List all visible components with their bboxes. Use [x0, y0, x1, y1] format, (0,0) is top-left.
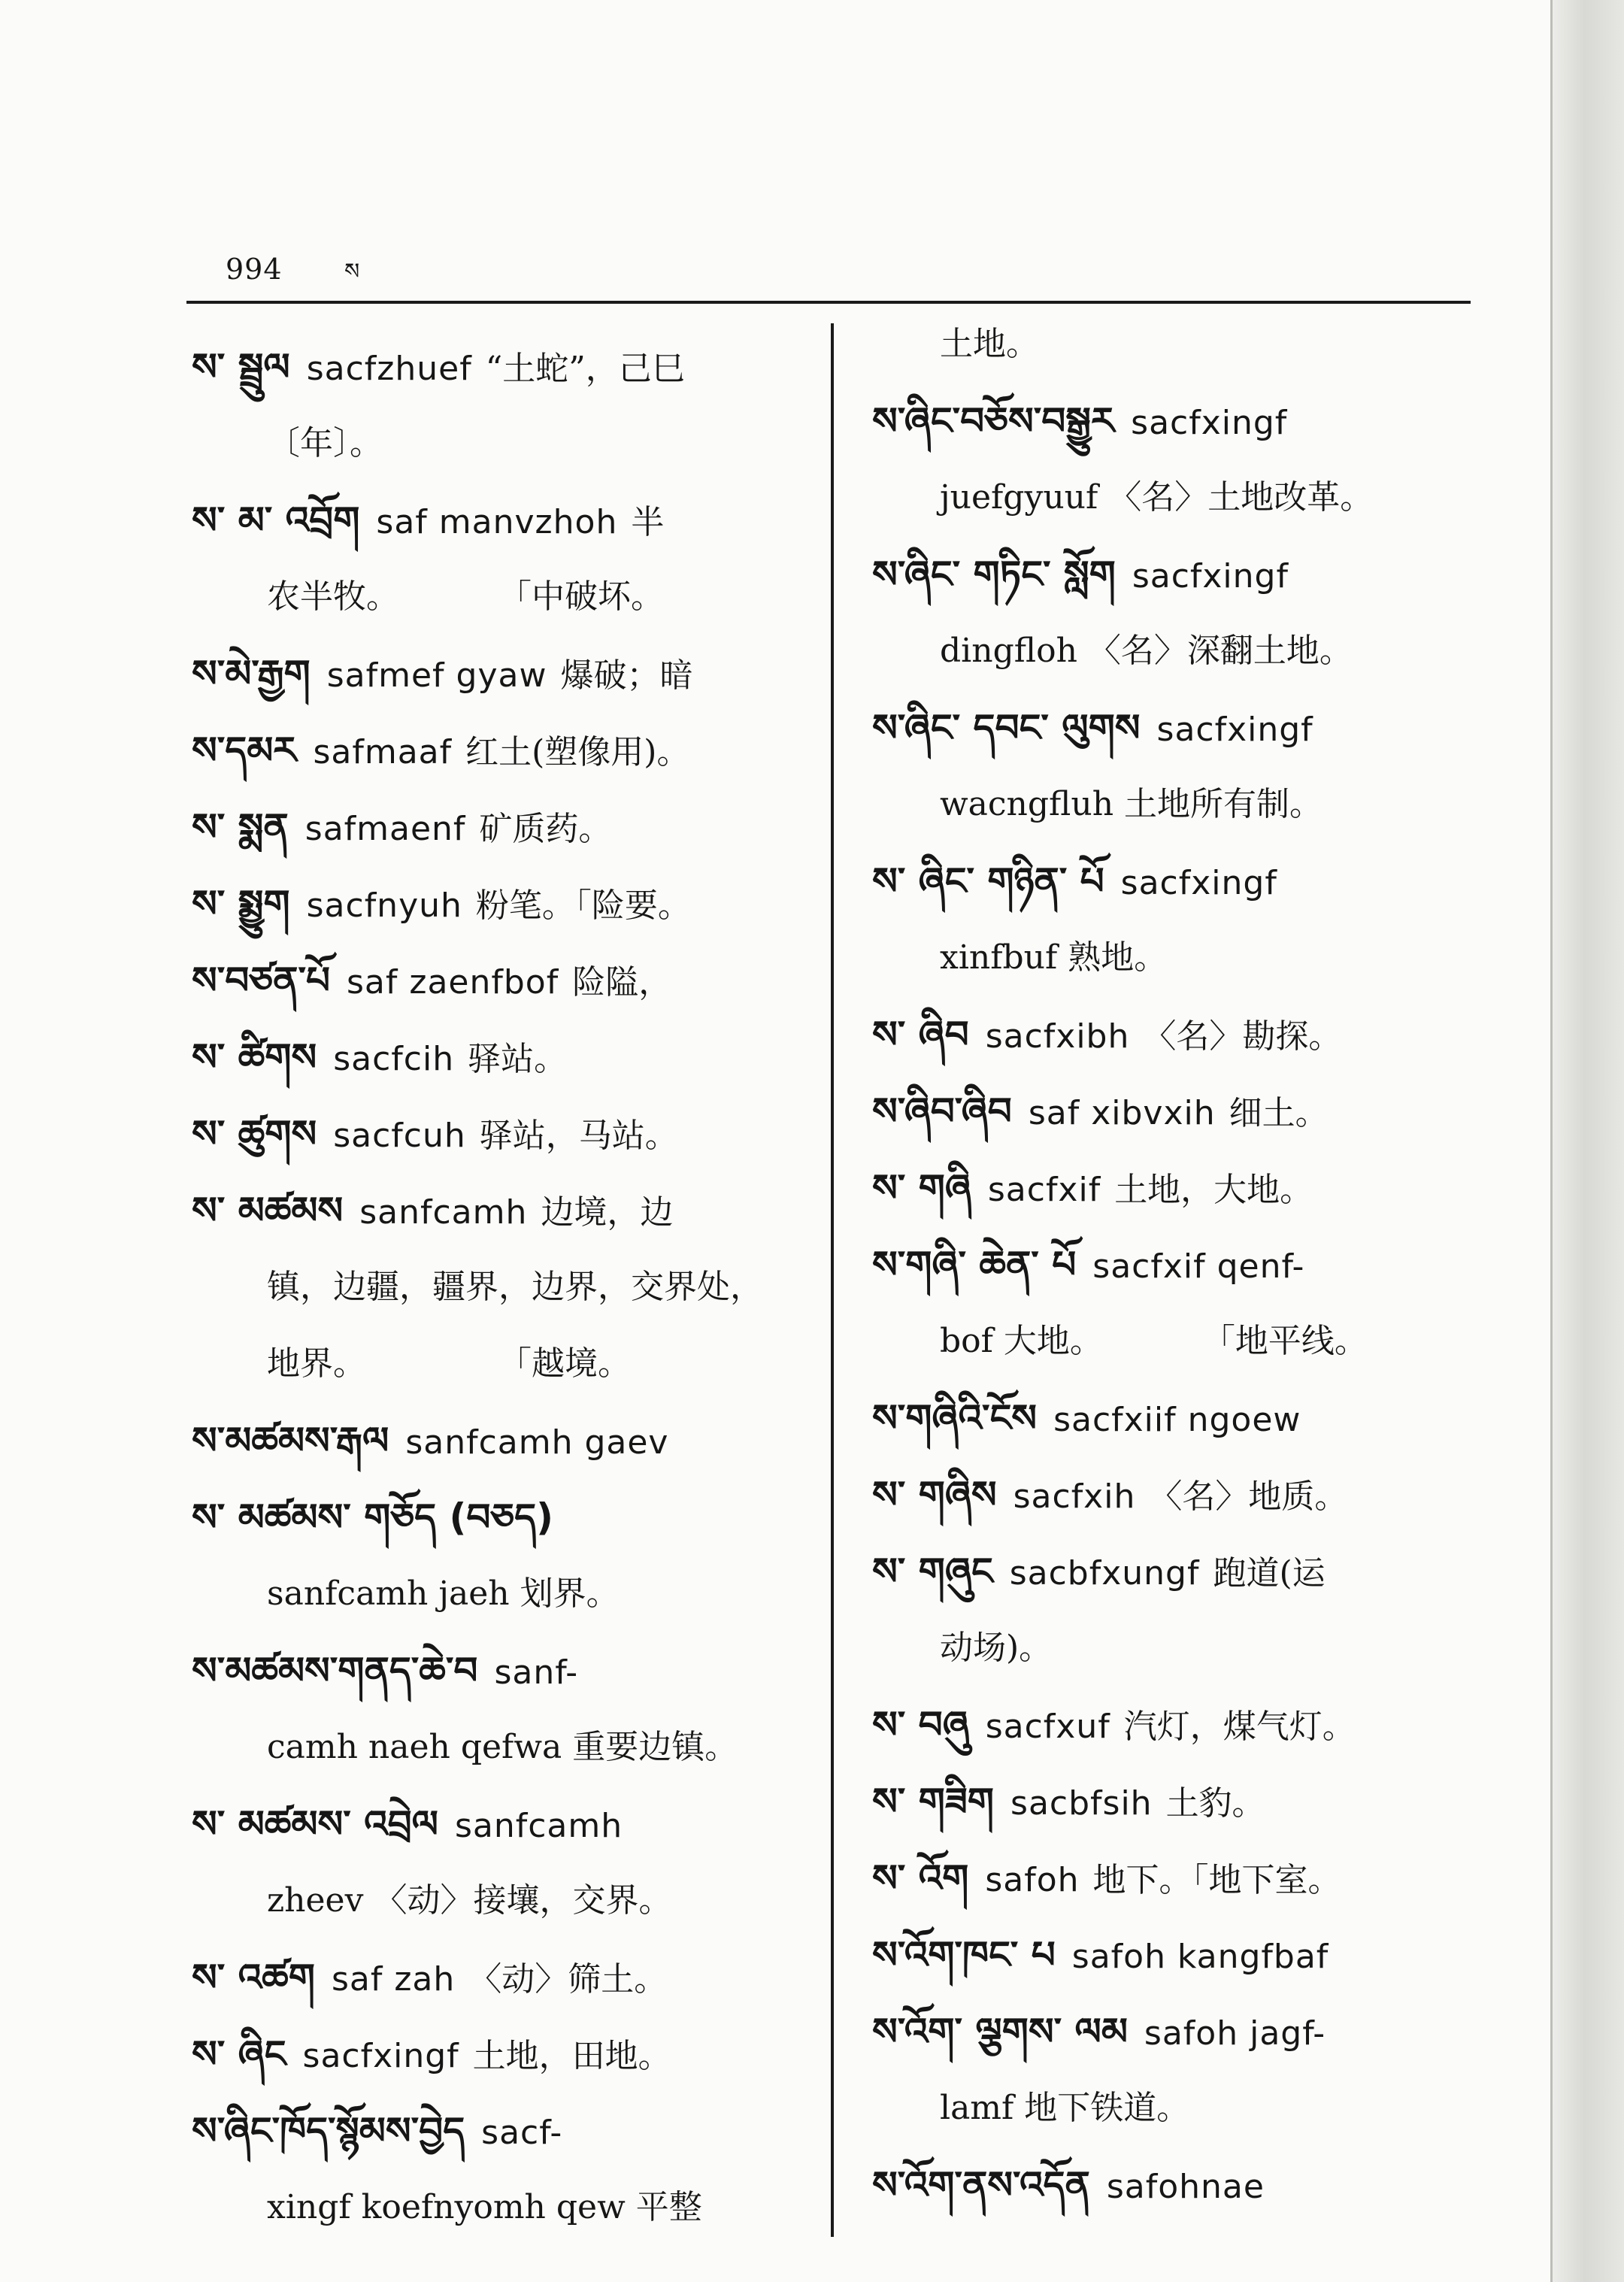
continuation-text: 土地。 — [940, 325, 1039, 363]
continuation-text: 〔年〕。 — [267, 424, 383, 462]
dictionary-entry — [872, 1089, 1329, 1136]
entry-continuation — [940, 2086, 1189, 2131]
scan-edge — [1550, 0, 1624, 2282]
romanization: sacfxif qenf- — [1092, 1247, 1305, 1286]
tibetan-headword: ས་ མཚམས — [192, 1189, 344, 1232]
chinese-gloss: 跑道(运 — [1213, 1554, 1326, 1593]
romanization: sacfzhuef — [306, 350, 472, 388]
dictionary-entry — [872, 1396, 1314, 1443]
romanization: sacbfsih — [1010, 1784, 1153, 1823]
dictionary-entry — [192, 1418, 682, 1465]
chinese-gloss: 驿站。 — [468, 1040, 568, 1078]
dictionary-entry — [192, 498, 664, 545]
continuation-text: wacngfluh 土地所有制。 — [940, 785, 1323, 823]
tibetan-headword: ས་ཞིང་ཁོད་སྙོམས་བྱེད — [192, 2109, 465, 2153]
dictionary-entry — [872, 1165, 1313, 1213]
entry-continuation — [267, 1341, 631, 1386]
romanization: sanf- — [494, 1653, 579, 1692]
tibetan-headword: ས་འོག་ནས་འདོན — [872, 2163, 1090, 2207]
romanization: sacfxiif ngoew — [1053, 1401, 1301, 1439]
page-number: 994 — [226, 253, 283, 286]
dictionary-entry — [192, 344, 685, 392]
tibetan-headword: ས་ འཚག — [192, 1956, 315, 1999]
chinese-gloss: 矿质药。 — [479, 810, 612, 848]
chinese-gloss: 爆破；暗 — [560, 656, 693, 695]
entry-continuation — [940, 1626, 1052, 1671]
continuation-text: camh naeh qefwa 重要边镇。 — [267, 1728, 738, 1766]
dictionary-entry — [872, 1932, 1342, 1980]
chinese-gloss: 〈名〉地质。 — [1149, 1477, 1348, 1516]
chinese-gloss: 粉笔。「险要。 — [475, 886, 691, 925]
entry-continuation — [267, 1571, 620, 1617]
entry-continuation — [940, 322, 1039, 367]
romanization: sacfxibh — [985, 1017, 1130, 1056]
continuation-text: 农半牧。 「中破坏。 — [267, 577, 664, 616]
continuation-text: bof 大地。 「地平线。 — [940, 1322, 1368, 1360]
continuation-text: xingf koefnyomh qew 平整 — [267, 2188, 702, 2226]
tibetan-headword: ས་ སྦྲུལ — [192, 345, 290, 389]
chinese-gloss: 〈动〉筛土。 — [468, 1960, 668, 1999]
dictionary-entry — [872, 1242, 1318, 1289]
romanization: sacfxingf — [1131, 404, 1288, 442]
entry-continuation — [940, 475, 1373, 520]
romanization: safoh jagf- — [1144, 2014, 1326, 2053]
chinese-gloss: 驿站，马站。 — [479, 1117, 678, 1155]
dictionary-entry — [872, 859, 1291, 906]
tibetan-headword: ས་ཞིང་ གཏིང་ སློག — [872, 553, 1116, 596]
continuation-text: dingfloh 〈名〉深翻土地。 — [940, 632, 1353, 670]
chinese-gloss: 半 — [631, 503, 665, 541]
chinese-gloss: 红土(塑像用)。 — [465, 733, 690, 771]
continuation-text: juefgyuuf 〈名〉土地改革。 — [940, 478, 1374, 517]
romanization: saf zaenfbof — [347, 963, 559, 1002]
romanization: safmaaf — [313, 733, 453, 771]
tibetan-headword: ས་བཙན་པོ — [192, 959, 330, 1002]
dictionary-entry — [872, 705, 1327, 753]
tibetan-headword: ས་ སྨྱུག — [192, 882, 290, 926]
dictionary-entry — [872, 399, 1301, 446]
continuation-text: xinfbuf 熟地。 — [940, 938, 1168, 977]
dictionary-entry — [192, 2032, 671, 2079]
dictionary-entry — [192, 728, 689, 775]
dictionary-entry — [872, 1702, 1356, 1750]
dictionary-entry — [192, 651, 692, 699]
tibetan-headword: ས་འོག་ཁང་ པ — [872, 1933, 1056, 1977]
tibetan-headword: ས་ བཞུ — [872, 1703, 969, 1747]
dictionary-entry — [192, 958, 671, 1005]
entry-continuation — [267, 1725, 738, 1770]
entry-continuation — [940, 935, 1167, 980]
tibetan-headword: ས་འོག་ ལྕགས་ ལམ — [872, 2010, 1128, 2053]
entry-continuation — [267, 2185, 702, 2230]
entry-continuation — [940, 629, 1353, 674]
chinese-gloss: 地下。「地下室。 — [1092, 1861, 1341, 1899]
dictionary-entry — [872, 1472, 1347, 1520]
romanization: safoh — [985, 1861, 1080, 1899]
chinese-gloss: 〈名〉勘探。 — [1143, 1017, 1342, 1056]
chinese-gloss: 土豹。 — [1165, 1784, 1265, 1823]
running-head-letter: ས — [344, 259, 360, 285]
tibetan-headword: ས་དམར — [192, 729, 297, 772]
tibetan-headword: ས་ མཚམས་ འབྲེལ — [192, 1802, 438, 1846]
dictionary-entry — [872, 1779, 1265, 1826]
chinese-gloss: 土地，田地。 — [472, 2037, 671, 2075]
tibetan-headword: ས་ འོག — [872, 1856, 969, 1900]
romanization: saf xibvxih — [1028, 1094, 1216, 1132]
romanization: sacfxingf — [302, 2037, 459, 2075]
romanization: sacbfxungf — [1009, 1554, 1200, 1593]
romanization: sanfcamh gaev — [405, 1423, 669, 1462]
continuation-text: sanfcamh jaeh 划界。 — [267, 1574, 620, 1613]
tibetan-headword: ས་ མཚམས་ གཅོད (བཅད) — [192, 1496, 553, 1539]
romanization: safmaenf — [304, 810, 466, 848]
dictionary-entry — [192, 1802, 636, 1849]
dictionary-entry — [192, 1495, 570, 1542]
tibetan-headword: ས་ གཟིག — [872, 1780, 995, 1823]
tibetan-headword: ས་ ཞིང་ གཉིན་ པོ — [872, 859, 1104, 903]
column-divider — [831, 323, 834, 2237]
continuation-text: 地界。 「越境。 — [267, 1344, 631, 1383]
dictionary-entry — [192, 1188, 673, 1235]
dictionary-entry — [872, 2162, 1278, 2210]
chinese-gloss: 汽灯，煤气灯。 — [1123, 1708, 1356, 1746]
tibetan-headword: ས་ཞིབ་ཞིབ — [872, 1089, 1012, 1133]
dictionary-entry — [192, 2108, 576, 2156]
tibetan-headword: ས་ཞིང་བཅོས་བསྒྱུར — [872, 399, 1115, 443]
dictionary-entry — [192, 881, 691, 929]
continuation-text: 镇，边疆，疆界，边界，交界处， — [267, 1268, 763, 1306]
chinese-gloss: 边境，边 — [541, 1193, 674, 1232]
tibetan-headword: ས་མཚམས་གནད་ཆེ་བ — [192, 1649, 478, 1693]
romanization: sacfxingf — [1156, 711, 1313, 749]
romanization: saf zah — [331, 1960, 456, 1999]
tibetan-headword: ས་ སྨན — [192, 805, 289, 849]
entry-continuation — [267, 574, 664, 620]
dictionary-entry — [872, 1012, 1341, 1059]
entry-continuation — [267, 1878, 671, 1923]
dictionary-entry — [872, 1856, 1341, 1903]
romanization: sacfxih — [1013, 1477, 1136, 1516]
dictionary-entry — [872, 2009, 1339, 2056]
continuation-text: zheev 〈动〉接壤，交界。 — [267, 1881, 672, 1920]
continuation-text: lamf 地下铁道。 — [940, 2089, 1190, 2127]
chinese-gloss: 险隘， — [572, 963, 672, 1002]
romanization: sacfcuh — [333, 1117, 466, 1155]
romanization: saf manvzhoh — [376, 503, 618, 541]
tibetan-headword: ས་ གཞི — [872, 1166, 971, 1210]
chinese-gloss: “土蛇”，己巳 — [485, 350, 685, 388]
tibetan-headword: ས་ ཞིབ — [872, 1013, 969, 1056]
tibetan-headword: ས་མེ་རྒྱག — [192, 652, 311, 696]
romanization: sacfxif — [987, 1171, 1101, 1209]
romanization: sacfcih — [333, 1040, 455, 1078]
chinese-gloss: 细土。 — [1229, 1094, 1329, 1132]
tibetan-headword: ས་གཞི་ ཆེན་ པོ — [872, 1243, 1077, 1286]
romanization: sacfxuf — [985, 1708, 1110, 1746]
tibetan-headword: ས་ ཚུགས — [192, 1112, 317, 1156]
entry-continuation — [267, 421, 383, 466]
tibetan-headword: ས་མཚམས་རྒལ — [192, 1419, 389, 1462]
tibetan-headword: ས་ཞིང་ དབང་ ལུགས — [872, 706, 1141, 750]
header-rule — [186, 301, 1471, 304]
entry-continuation — [940, 782, 1323, 827]
tibetan-headword: ས་ གཞིས — [872, 1473, 997, 1517]
dictionary-entry — [192, 1035, 567, 1082]
chinese-gloss: 土地，大地。 — [1114, 1171, 1313, 1209]
dictionary-entry — [192, 805, 611, 852]
romanization: sacf- — [481, 2114, 563, 2152]
tibetan-headword: ས་གཞིའི་ངོས — [872, 1396, 1038, 1440]
romanization: sanfcamh — [359, 1193, 528, 1232]
entry-continuation — [267, 1265, 763, 1310]
dictionary-entry — [192, 1111, 678, 1159]
dictionary-entry — [872, 1549, 1326, 1596]
dictionary-entry — [192, 1648, 592, 1696]
dictionary-entry — [872, 552, 1302, 599]
tibetan-headword: ས་ གཞུང — [872, 1550, 993, 1593]
romanization: sanfcamh — [454, 1807, 623, 1845]
entry-continuation — [940, 1319, 1368, 1364]
romanization: sacfxingf — [1120, 864, 1277, 902]
romanization: safohnae — [1106, 2168, 1265, 2206]
tibetan-headword: ས་ མ་ འབྲོག — [192, 499, 360, 542]
romanization: safmef gyaw — [326, 656, 547, 695]
dictionary-entry — [192, 1955, 667, 2002]
tibetan-headword: ས་ ཞིང — [192, 2032, 286, 2076]
continuation-text: 动场)。 — [940, 1629, 1053, 1667]
romanization: sacfxingf — [1132, 557, 1289, 596]
romanization: safoh kangfbaf — [1071, 1938, 1329, 1976]
tibetan-headword: ས་ ཚིགས — [192, 1035, 317, 1079]
romanization: sacfnyuh — [306, 886, 462, 925]
